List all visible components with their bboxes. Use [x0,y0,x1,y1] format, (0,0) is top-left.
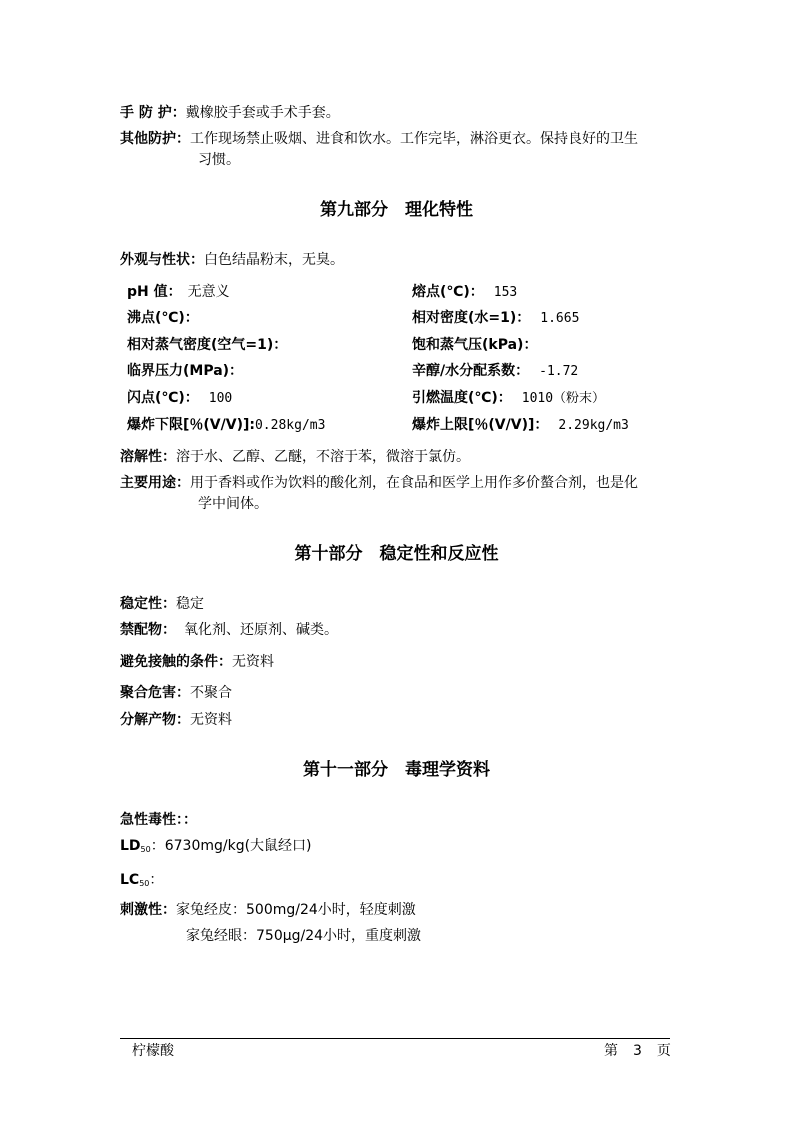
prop-lower-explosive [127,415,325,436]
irritation-eye: 家兔经眼：750μg/24小时，重度刺激 [186,928,422,944]
footer-page-number: 3 [632,1043,642,1059]
acute-line [120,810,197,830]
prop-ignition [412,388,605,409]
prop-upper-explosive-value: 2.29kg/m3 [558,418,629,433]
prop-vapor-density [127,335,297,356]
prop-partition-label: 辛醇/水分配系数： [412,363,530,379]
prop-melting [412,282,517,303]
footer-page [604,1041,671,1061]
section9-title: 第九部分 理化特性 [320,200,473,220]
other-protection-label: 其他防护： [120,131,190,147]
appearance-text: 白色结晶粉末，无臭。 [204,252,344,268]
incompat-label: 禁配物： [120,622,176,638]
prop-lower-explosive-label: 爆炸下限[％(V/V)]: [127,417,255,433]
footer-page-prefix: 第 [604,1043,618,1059]
lc50-line [120,870,163,894]
acute-label: 急性毒性：： [120,812,197,828]
polymer-text: 不聚合 [190,685,232,701]
decomp-text: 无资料 [190,712,232,728]
footer-page-suffix: 页 [656,1043,671,1059]
decomp-label: 分解产物： [120,712,190,728]
prop-upper-explosive [412,415,629,436]
prop-vapor-pressure [412,335,547,356]
prop-density-label: 相对密度(水=1)： [412,310,531,326]
avoid-label: 避免接触的条件： [120,654,232,670]
lc-label: LC [120,872,140,888]
footer-doc-name: 柠檬酸 [132,1043,174,1059]
solubility-line [120,447,470,467]
polymer-label: 聚合危害： [120,685,190,701]
prop-partition [412,361,578,382]
prop-critical-pressure [127,361,253,382]
irritation-label: 刺激性： [120,902,176,918]
stability-label: 稳定性： [120,596,176,612]
prop-flash-point [127,388,232,409]
hand-protection-label: 手 防 护： [120,105,186,121]
prop-upper-explosive-label: 爆炸上限[％(V/V)]： [412,417,549,433]
usage-text: 用于香料或作为饮料的酸化剂，在食品和医学上用作多价螯合剂，也是化 [190,475,638,491]
decomp-line [120,710,232,730]
prop-vapor-pressure-label: 饱和蒸气压(kPa)： [412,337,538,353]
other-protection-text-cont: 习惯。 [198,152,240,168]
prop-boiling [127,308,209,329]
appearance-line [120,250,344,270]
prop-density-value: 1.665 [540,311,580,326]
ld50-line [120,836,312,860]
usage-label: 主要用途： [120,475,190,491]
prop-ph [127,282,230,302]
irritation-skin: 家兔经皮：500mg/24小时，轻度刺激 [176,902,416,918]
prop-melting-value: 153 [493,285,518,300]
stability-line [120,594,204,614]
usage-text-cont: 学中间体。 [198,496,268,512]
other-protection-line [120,129,638,149]
incompat-line [120,620,338,640]
polymer-line [120,683,232,703]
hand-protection-line [120,103,340,123]
lc-sub: 50 [139,879,150,888]
stability-text: 稳定 [176,596,204,612]
section11-title: 第十一部分 毒理学资料 [303,760,490,780]
irritation-line [120,900,416,920]
ld-sub: 50 [140,845,151,854]
lc-text: ： [149,872,164,888]
prop-ph-label: pH 值： [127,284,182,300]
prop-partition-value: -1.72 [539,364,579,379]
avoid-line [120,652,274,672]
appearance-label: 外观与性状： [120,252,204,268]
ld-text: ：6730mg/kg(大鼠经口) [150,838,312,854]
other-protection-text: 工作现场禁止吸烟、进食和饮水。工作完毕，淋浴更衣。保持良好的卫生 [190,131,638,147]
prop-melting-label: 熔点(℃)： [412,284,484,300]
prop-flash-point-label: 闪点(℃)： [127,390,199,406]
solubility-label: 溶解性： [120,449,176,465]
prop-boiling-label: 沸点(℃)： [127,310,199,326]
prop-vapor-density-label: 相对蒸气密度(空气=1)： [127,337,288,353]
prop-lower-explosive-value: 0.28kg/m3 [254,418,326,433]
usage-line [120,473,638,493]
section10-title: 第十部分 稳定性和反应性 [294,544,499,564]
prop-critical-pressure-label: 临界压力(MPa)： [127,363,244,379]
avoid-text: 无资料 [232,654,274,670]
solubility-text: 溶于水、乙醇、乙醚，不溶于苯，微溶于氯仿。 [176,449,470,465]
prop-ignition-value: 1010（粉末） [521,391,606,406]
prop-ignition-label: 引燃温度(℃)： [412,390,512,406]
footer-rule [120,1038,670,1039]
hand-protection-text: 戴橡胶手套或手术手套。 [185,105,340,121]
prop-density [412,308,579,329]
ld-label: LD [120,838,141,854]
incompat-text: 氧化剂、还原剂、碱类。 [184,622,338,638]
prop-flash-point-value: 100 [208,391,233,406]
prop-ph-value: 无意义 [187,284,230,300]
